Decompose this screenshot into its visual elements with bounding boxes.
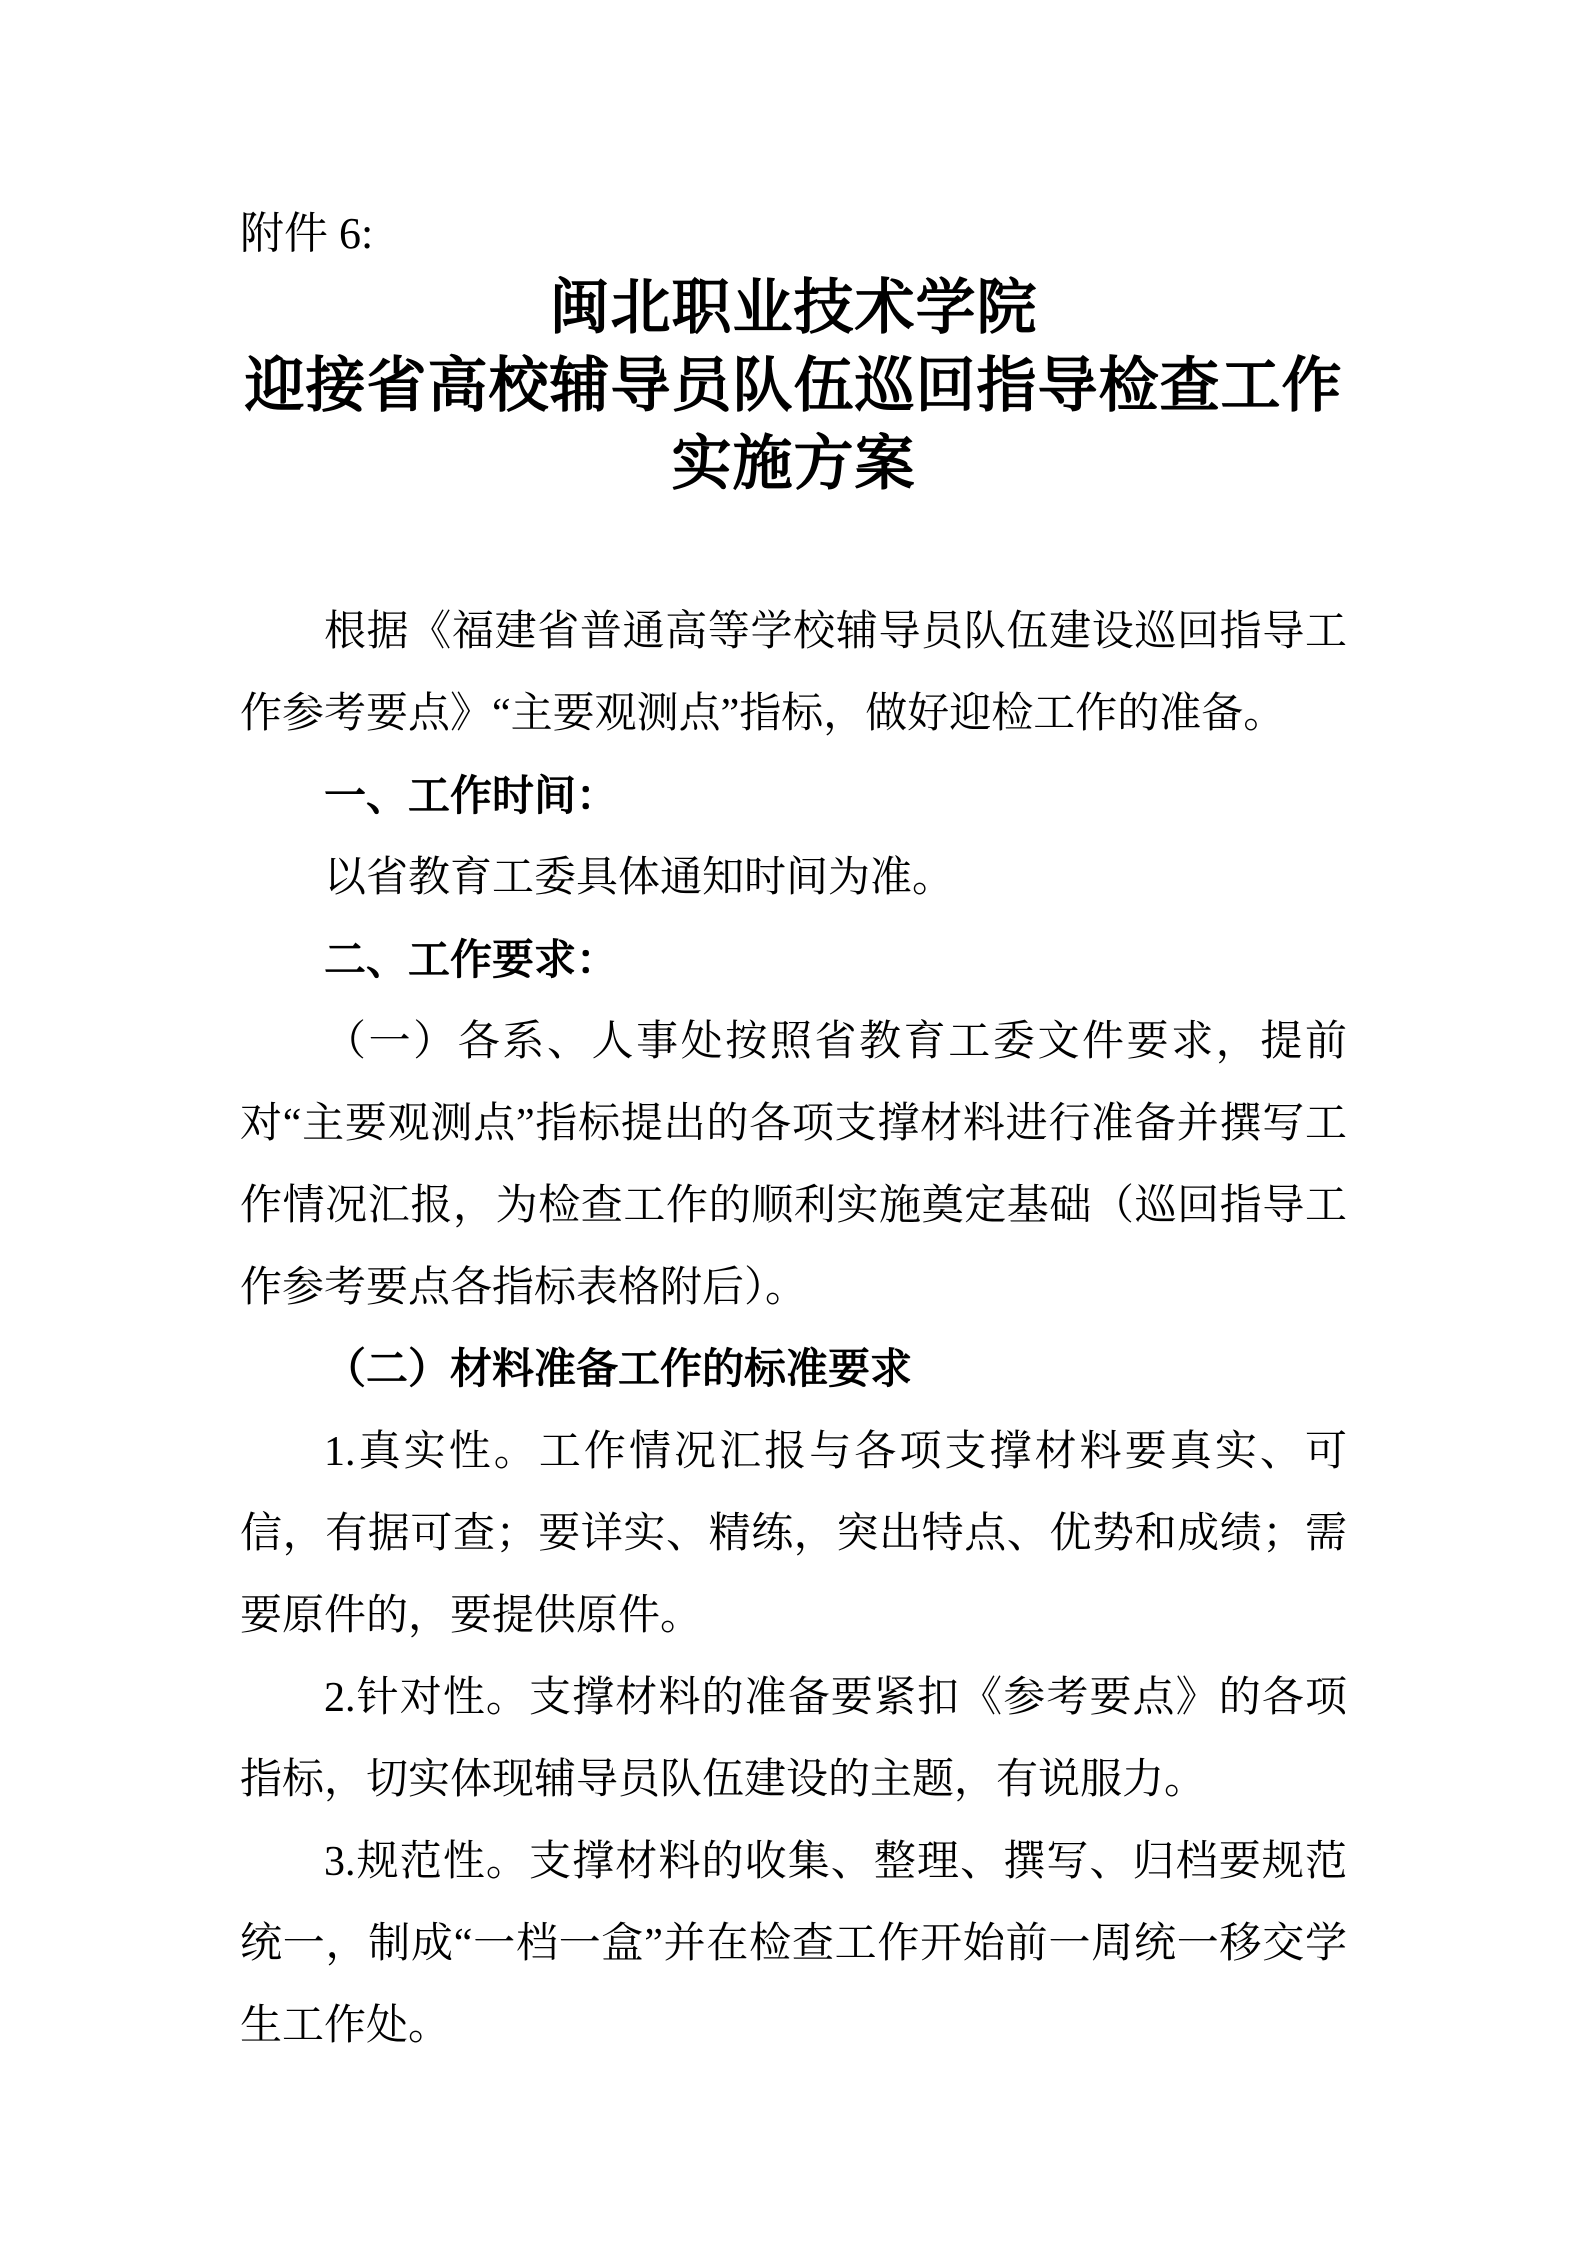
intro-paragraph: 根据《福建省普通高等学校辅导员队伍建设巡回指导工作参考要点》“主要观测点”指标，做好迎检工作的准备。 (240, 609, 1347, 737)
subsection-heading-material-standards: （二）材料准备工作的标准要求 (324, 1347, 913, 1393)
document-title (240, 269, 1347, 503)
section-heading-work-requirements: 二、工作要求： (324, 936, 619, 983)
section-heading-work-time: 一、工作时间： (324, 772, 619, 819)
title-line-2: 迎接省高校辅导员队伍巡回指导检查工作 (244, 353, 1343, 419)
title-line-3: 实施方案 (671, 431, 916, 497)
attachment-label: 附件 6: (240, 209, 374, 258)
document-content (240, 0, 1347, 2067)
standard-authenticity-paragraph: 1.真实性。工作情况汇报与各项支撑材料要真实、可信，有据可查；要详实、精练，突出特点、优势和成绩；需要原件的，要提供原件。 (240, 1429, 1347, 1639)
standard-normativity-paragraph: 3.规范性。支撑材料的收集、整理、撰写、归档要规范统一，制成“一档一盒”并在检查工作开始前一周统一移交学生工作处。 (240, 1839, 1347, 2049)
work-time-paragraph: 以省教育工委具体通知时间为准。 (324, 855, 955, 901)
title-line-1: 闽北职业技术学院 (549, 275, 1038, 341)
requirement-item-1-paragraph: （一）各系、人事处按照省教育工委文件要求，提前对“主要观测点”指标提出的各项支撑材料进行准备并撰写工作情况汇报，为检查工作的顺利实施奠定基础（巡回指导工作参考要点各指标表格附后）。 (240, 1019, 1347, 1311)
standard-relevance-paragraph: 2.针对性。支撑材料的准备要紧扣《参考要点》的各项指标，切实体现辅导员队伍建设的主题，有说服力。 (240, 1675, 1347, 1803)
document-body (240, 591, 1347, 2067)
